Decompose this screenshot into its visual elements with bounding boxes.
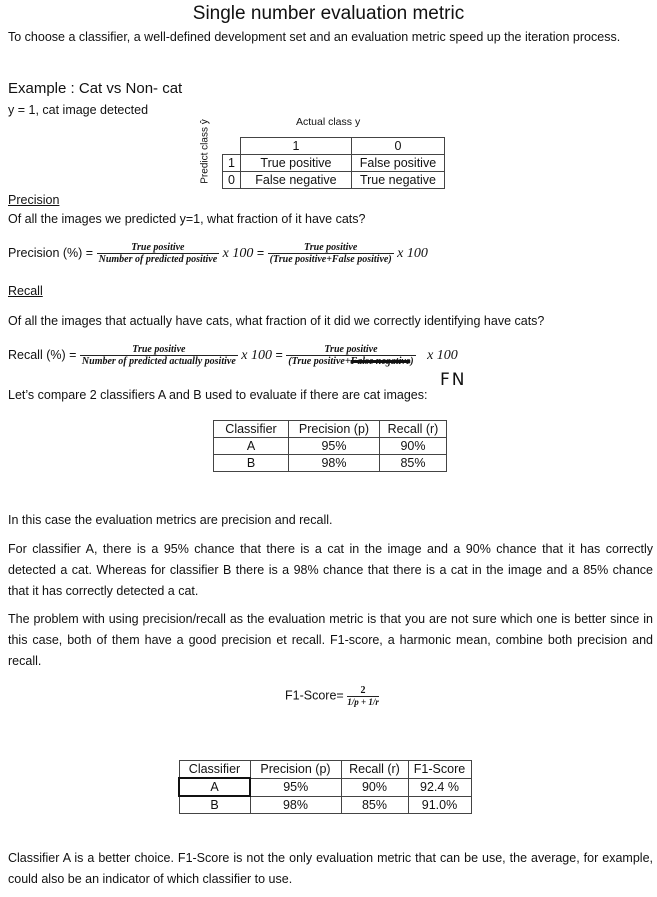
denominator: Number of predicted positive (98, 254, 218, 265)
equals: = (275, 347, 283, 362)
col-header: Recall (r) (341, 761, 408, 779)
denominator: Number of predicted actually positive (81, 356, 236, 367)
predict-class-label: Predict class ŷ (199, 119, 211, 184)
recall-formula (8, 344, 458, 367)
example-heading: Example : Cat vs Non- cat (8, 80, 183, 97)
table-row (179, 796, 471, 814)
handwritten-annotation: FN (440, 370, 467, 390)
col-header: F1-Score (408, 761, 471, 779)
cell: 91.0% (408, 796, 471, 814)
cell: 92.4 % (408, 778, 471, 796)
actual-class-label: Actual class y (296, 116, 361, 128)
table-row (223, 155, 445, 172)
formula-lhs: Precision (%) = (8, 245, 94, 260)
col-header: Classifier (179, 761, 250, 779)
numerator: 2 (360, 685, 366, 696)
cell: 90% (380, 438, 447, 455)
page-title: Single number evaluation metric (192, 3, 465, 24)
denominator: 1/p + 1/r (347, 697, 379, 707)
cell: B (214, 455, 289, 472)
recall-heading: Recall (8, 284, 43, 298)
precision-question: Of all the images we predicted y=1, what fraction of it have cats? (8, 212, 366, 226)
numerator: True positive (304, 242, 358, 253)
row-label: 1 (223, 155, 241, 172)
cell: B (179, 796, 250, 814)
cell: A (179, 778, 250, 796)
multiplier: x 100 (397, 245, 428, 261)
cell: True positive (240, 155, 351, 172)
confusion-matrix (222, 137, 445, 189)
example-subtitle: y = 1, cat image detected (8, 103, 149, 117)
denominator: (True positive+False positive) (269, 254, 392, 265)
cell: 85% (341, 796, 408, 814)
denominator-close: ) (410, 356, 414, 367)
col-header: 1 (240, 138, 351, 155)
table-row (223, 172, 445, 189)
numerator: True positive (131, 242, 185, 253)
f1-table (178, 760, 472, 814)
col-header: 0 (351, 138, 444, 155)
f1-formula (285, 685, 379, 707)
col-header: Recall (r) (380, 421, 447, 438)
table-row (214, 455, 447, 472)
table-row (214, 438, 447, 455)
cell: False negative (240, 172, 351, 189)
col-header: Precision (p) (250, 761, 341, 779)
equals: = (256, 245, 265, 260)
cell: 98% (250, 796, 341, 814)
row-label: 0 (223, 172, 241, 189)
multiplier: x 100 (241, 347, 272, 363)
recall-question: Of all the images that actually have cats, what fraction of it did we correctly identifying have cats? (8, 314, 545, 328)
compare-text: Let’s compare 2 classifiers A and B used to evaluate if there are cat images: (8, 388, 428, 402)
intro-paragraph: To choose a classifier, a well-defined development set and an evaluation metric speed up the iteration process. (8, 30, 621, 44)
paragraph: The problem with using precision/recall as the evaluation metric is that you are not sure which one is better since in this case, both of them have a good precision et recall. F1-score, a harmonic mean, combine both precision and recall. (8, 612, 653, 668)
cell: True negative (351, 172, 444, 189)
multiplier: x 100 (222, 245, 254, 261)
cell: 90% (341, 778, 408, 796)
cell: 95% (289, 438, 380, 455)
f1-label: F1-Score= (285, 688, 344, 703)
multiplier: x 100 (427, 347, 458, 363)
cell: 85% (380, 455, 447, 472)
formula-lhs: Recall (%) = (8, 347, 77, 362)
comparison-table (213, 420, 447, 472)
paragraph: For classifier A, there is a 95% chance that there is a cat in the image and a 90% chance that it has correctly detected a cat. Whereas for classifier B there is a 98% chance that there is a cat in the image and a 85% chance that it has correctly detected a cat. (8, 542, 653, 598)
numerator: True positive (324, 344, 378, 355)
numerator: True positive (132, 344, 186, 355)
paragraph: In this case the evaluation metrics are precision and recall. (8, 513, 333, 527)
precision-formula (8, 242, 428, 265)
conclusion-paragraph: Classifier A is a better choice. F1-Score is not the only evaluation metric that can be use, the average, for example, could also be an indicator of which classifier to use. (8, 851, 653, 886)
col-header: Precision (p) (289, 421, 380, 438)
table-row (179, 778, 471, 796)
cell: 95% (250, 778, 341, 796)
precision-heading: Precision (8, 193, 60, 207)
cell: False positive (351, 155, 444, 172)
denominator: (True positive+ (288, 356, 351, 367)
struck-text: False negative (350, 356, 411, 367)
cell: A (214, 438, 289, 455)
col-header: Classifier (214, 421, 289, 438)
cell: 98% (289, 455, 380, 472)
